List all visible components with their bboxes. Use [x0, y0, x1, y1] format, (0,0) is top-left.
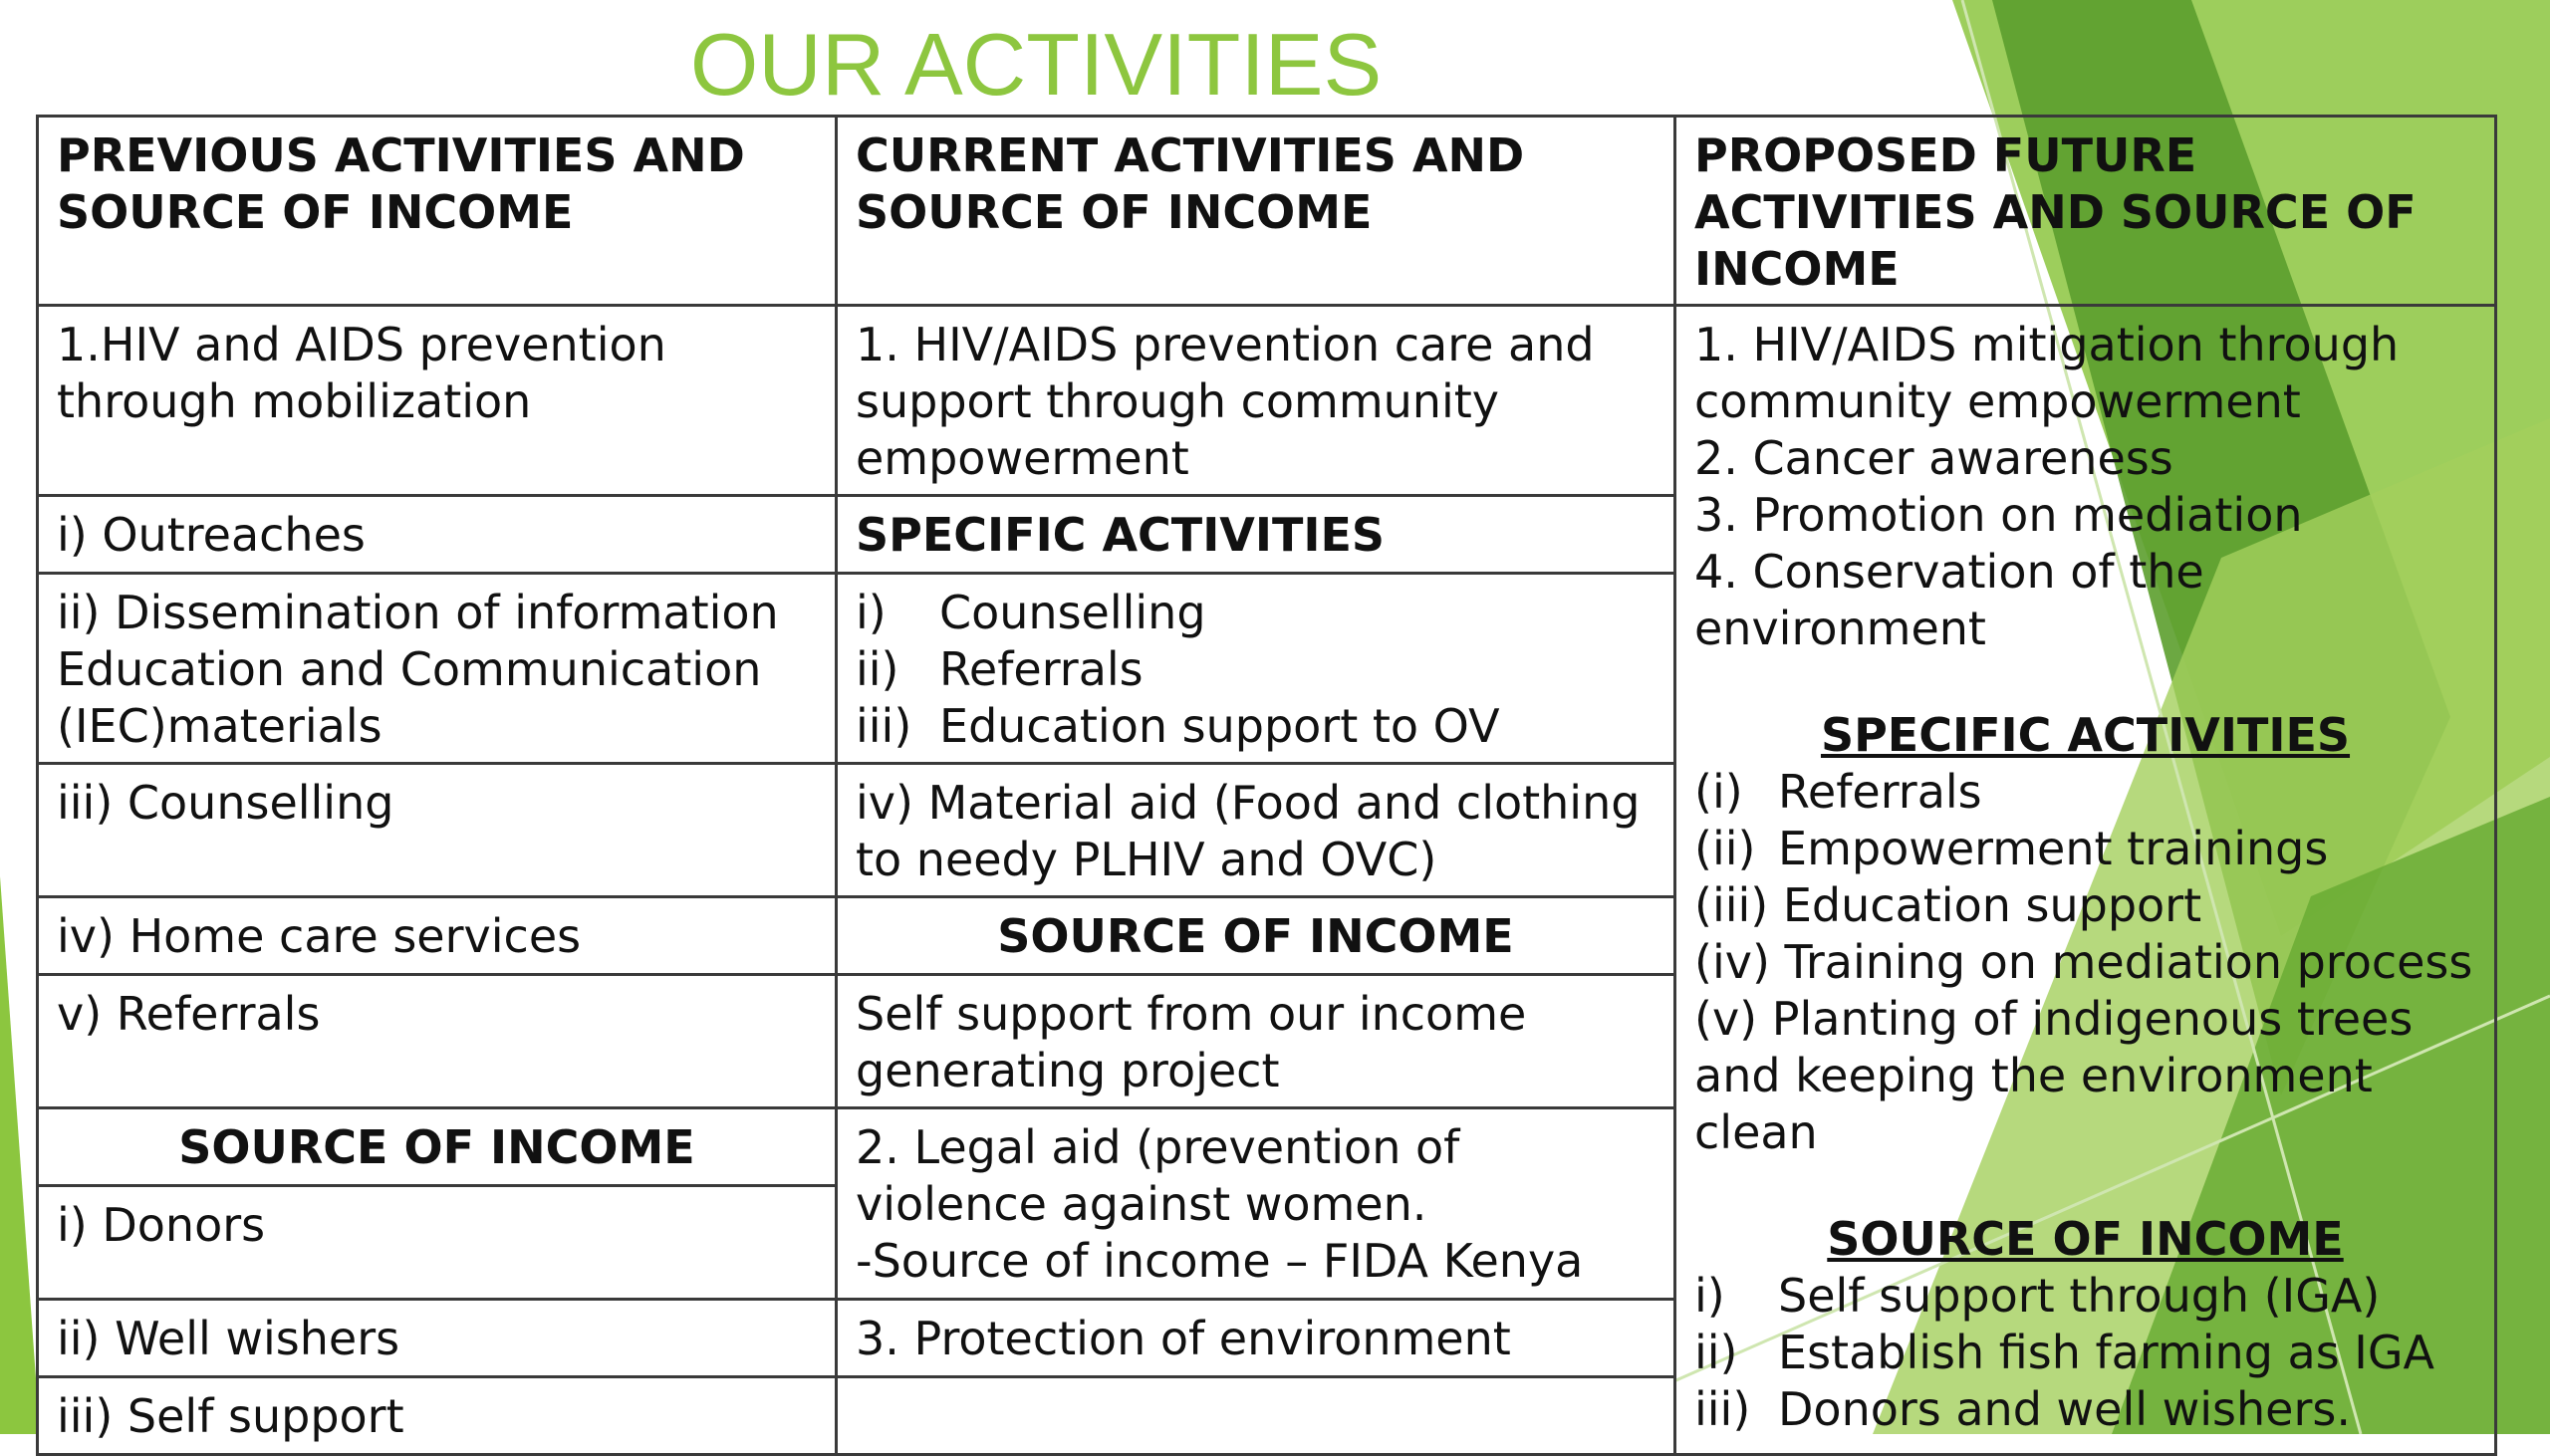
current-source-heading: SOURCE OF INCOME	[837, 897, 1675, 975]
slide-title: OUR ACTIVITIES	[689, 15, 1383, 114]
list-item	[1694, 1325, 2476, 1381]
list-text: Training on mediation process	[1784, 935, 2473, 989]
future-item-2: 2. Cancer awareness	[1694, 431, 2173, 485]
list-text: Establish fish farming as IGA	[1778, 1326, 2434, 1379]
list-number: (v)	[1694, 992, 1758, 1046]
previous-dissemination: ii) Dissemination of information Education and Communication (IEC)materials	[38, 574, 837, 764]
list-text: Empowerment trainings	[1778, 822, 2329, 875]
list-text: Planting of indigenous trees and keeping the environment clean	[1694, 992, 2414, 1159]
list-text: Education support	[1782, 878, 2202, 932]
future-source-heading: SOURCE OF INCOME	[1827, 1212, 2344, 1266]
list-number: (i)	[1694, 765, 1743, 819]
list-text: Referrals	[1778, 765, 1982, 819]
list-number: (ii)	[1694, 822, 1756, 875]
current-legal-aid-text: 2. Legal aid (prevention of violence against women.	[856, 1120, 1460, 1231]
previous-counselling: iii) Counselling	[38, 764, 837, 897]
list-text: Donors and well wishers.	[1778, 1382, 2351, 1436]
future-specific-heading: SPECIFIC ACTIVITIES	[1820, 708, 2351, 762]
header-current: CURRENT ACTIVITIES AND SOURCE OF INCOME	[837, 117, 1675, 306]
current-item-1: 1. HIV/AIDS prevention care and support through community empowerment	[837, 306, 1675, 496]
list-number: (iii)	[1694, 878, 1769, 932]
previous-donors: i) Donors	[38, 1186, 837, 1300]
current-empty-cell	[837, 1377, 1675, 1455]
list-text: Counselling	[939, 586, 1206, 639]
list-text: Education support to OV	[939, 699, 1500, 753]
previous-referrals: v) Referrals	[38, 975, 837, 1108]
list-text: Self support through (IGA)	[1778, 1269, 2381, 1323]
list-number: i)	[1694, 1269, 1725, 1323]
current-specific-heading: SPECIFIC ACTIVITIES	[837, 496, 1675, 574]
list-number: iii)	[1694, 1382, 1751, 1436]
current-self-support: Self support from our income generating project	[837, 975, 1675, 1108]
header-previous: PREVIOUS ACTIVITIES AND SOURCE OF INCOME	[38, 117, 837, 306]
green-shape-left	[0, 876, 40, 1434]
previous-self-support: iii) Self support	[38, 1377, 837, 1455]
list-item	[1694, 764, 2476, 821]
activities-table	[36, 115, 2497, 1456]
current-protection: 3. Protection of environment	[837, 1300, 1675, 1377]
list-item	[1694, 877, 2476, 934]
list-item	[1694, 934, 2476, 991]
previous-source-heading: SOURCE OF INCOME	[38, 1108, 837, 1186]
list-item	[856, 585, 1656, 641]
list-item	[1694, 991, 2476, 1161]
list-number: ii)	[1694, 1326, 1738, 1379]
current-legal-aid-source: -Source of income – FIDA Kenya	[856, 1234, 1584, 1288]
future-item-3: 3. Promotion on mediation	[1694, 488, 2303, 542]
future-column	[1675, 306, 2496, 1455]
previous-item-1: 1.HIV and AIDS prevention through mobilization	[38, 306, 837, 496]
current-specific-list	[837, 574, 1675, 764]
current-material-aid: iv) Material aid (Food and clothing to needy PLHIV and OVC)	[837, 764, 1675, 897]
previous-outreaches: i) Outreaches	[38, 496, 837, 574]
list-number: i)	[856, 586, 887, 639]
list-number: (iv)	[1694, 935, 1770, 989]
list-number: ii)	[856, 642, 899, 696]
list-item	[1694, 1381, 2476, 1438]
previous-well-wishers: ii) Well wishers	[38, 1300, 837, 1377]
list-item	[856, 641, 1656, 698]
future-item-4: 4. Conservation of the environment	[1694, 545, 2204, 655]
list-item	[1694, 1268, 2476, 1325]
current-legal-aid	[837, 1108, 1675, 1300]
header-future: PROPOSED FUTURE ACTIVITIES AND SOURCE OF INCOME	[1675, 117, 2496, 306]
list-text: Referrals	[939, 642, 1144, 696]
list-number: iii)	[856, 699, 912, 753]
previous-home-care: iv) Home care services	[38, 897, 837, 975]
future-item-1: 1. HIV/AIDS mitigation through community empowerment	[1694, 318, 2400, 428]
list-item	[1694, 821, 2476, 877]
list-item	[856, 698, 1656, 755]
